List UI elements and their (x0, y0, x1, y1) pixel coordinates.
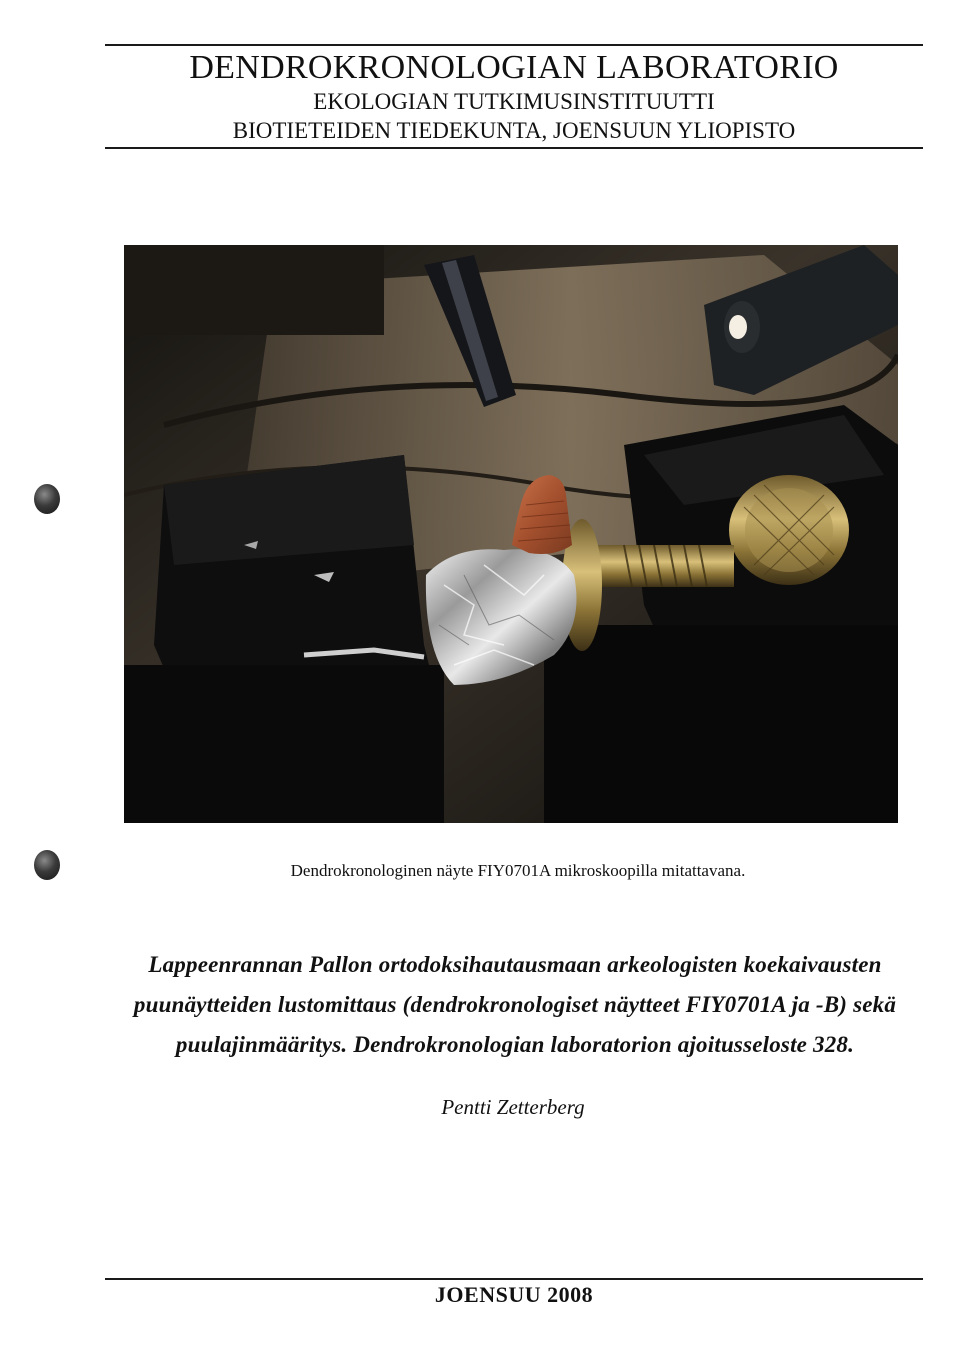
header-bottom-rule (105, 147, 923, 149)
author-name: Pentti Zetterberg (441, 1095, 585, 1119)
report-title-line-3: puulajinmääritys. Dendrokronologian laboratorion ajoitusseloste 328. (175, 1032, 855, 1057)
photo-caption: Dendrokronologinen näyte FIY0701A mikroskoopilla mitattavana. (290, 861, 746, 880)
header-top-rule (105, 44, 923, 46)
sample-photo (124, 245, 898, 823)
punch-hole-top (34, 484, 60, 514)
report-title-line-1: Lappeenrannan Pallon ortodoksihautausmaan arkeologisten koekaivausten (148, 952, 882, 977)
institute-name: EKOLOGIAN TUTKIMUSINSTITUUTTI (313, 89, 715, 114)
footer-rule (105, 1278, 923, 1280)
faculty-name: BIOTIETEIDEN TIEDEKUNTA, JOENSUUN YLIOPISTO (232, 118, 796, 143)
footer-place-year: JOENSUU 2008 (434, 1282, 594, 1307)
sample-photo-illustration (124, 245, 898, 823)
lab-title: DENDROKRONOLOGIAN LABORATORIO (189, 49, 839, 86)
report-title-line-2: puunäytteiden lustomittaus (dendrokronologiset näytteet FIY0701A ja -B) sekä (133, 992, 897, 1017)
